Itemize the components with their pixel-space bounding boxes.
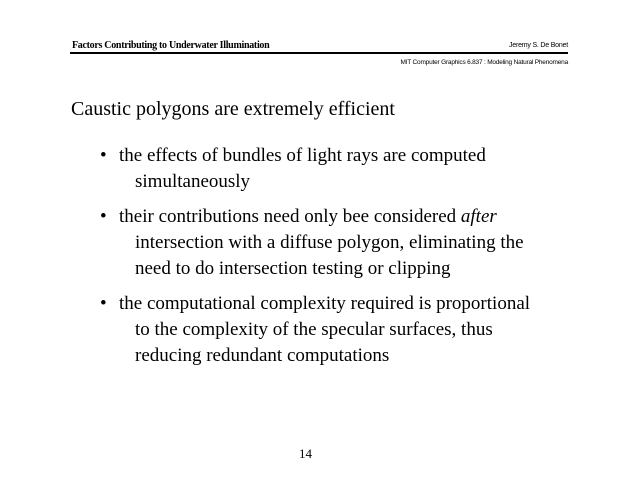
bullet-text-line: to the complexity of the specular surfaces, thus (135, 319, 493, 340)
bullet-text-line: simultaneously (135, 171, 251, 192)
bullet-text-line: need to do intersection testing or clipping (135, 258, 451, 279)
emphasis-text: after (460, 206, 497, 227)
bullet-item (100, 204, 524, 282)
bullet-marker: • (100, 145, 107, 166)
bullet-text-line: the computational complexity required is proportional (119, 293, 531, 314)
bullet-item (100, 291, 530, 369)
header-course: MIT Computer Graphics 6.837 : Modeling Natural Phenomena (400, 59, 568, 66)
bullet-text-line: their contributions need only bee considered (119, 206, 461, 227)
bullet-item (100, 143, 486, 195)
bullet-marker: • (100, 206, 107, 227)
header-divider (70, 52, 568, 54)
header-title: Factors Contributing to Underwater Illumination (72, 40, 270, 51)
page-number: 14 (299, 446, 312, 461)
bullet-text-line: the effects of bundles of light rays are computed (119, 145, 486, 166)
bullet-text-line: intersection with a diffuse polygon, eliminating the (135, 232, 524, 253)
bullet-marker: • (100, 293, 107, 314)
header-author: Jeremy S. De Bonet (508, 42, 568, 49)
slide-title: Caustic polygons are extremely efficient (71, 98, 395, 120)
bullet-text-line: reducing redundant computations (135, 345, 390, 366)
